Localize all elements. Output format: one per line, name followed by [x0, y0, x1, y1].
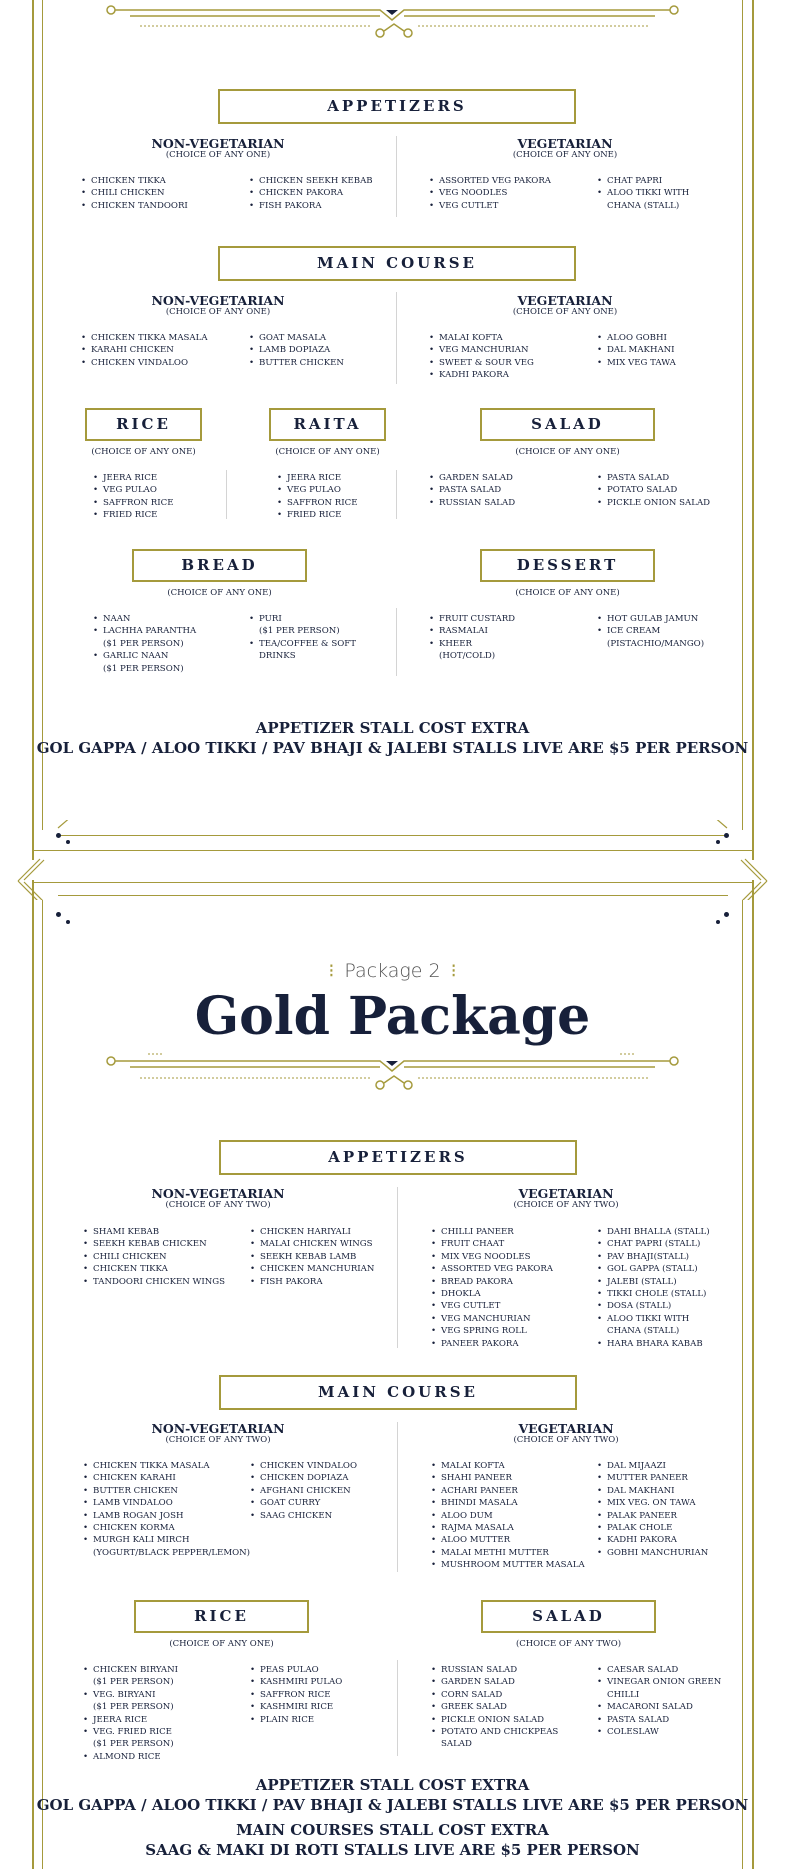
menu-item: • MALAI CHICKEN WINGS	[260, 1238, 410, 1250]
p2-kicker	[0, 960, 785, 982]
p2-main-veg-list-1	[430, 1460, 601, 1572]
menu-item: • ALMOND RICE	[93, 1751, 253, 1763]
menu-item: • PAV BHAJI(STALL)	[607, 1251, 747, 1263]
menu-item: • LAMB VINDALOO	[93, 1497, 263, 1509]
menu-item: • DAHI BHALLA (STALL)	[607, 1226, 747, 1238]
menu-item: • KADHI PAKORA	[607, 1534, 747, 1546]
menu-item: • MUTTER PANEER	[607, 1472, 747, 1484]
p1-app-veg-header: VEGETARIAN	[517, 136, 613, 151]
menu-item: • CHILI CHICKEN	[91, 187, 241, 199]
p2-rice-title: RICE	[134, 1600, 309, 1633]
p1-dessert-title: DESSERT	[480, 549, 655, 582]
menu-item: • DOSA (STALL)	[607, 1300, 747, 1312]
p1-raita-sub: (CHOICE OF ANY ONE)	[275, 447, 380, 457]
p2-main-nonveg-sub: (CHOICE OF ANY TWO)	[165, 1435, 271, 1445]
menu-item: • CHILLI PANEER	[441, 1226, 601, 1238]
p2-app-nonveg-sub: (CHOICE OF ANY TWO)	[165, 1200, 271, 1210]
menu-item: • VEG MANCHURIAN	[441, 1313, 601, 1325]
p2-app-nonveg-header: NON-VEGETARIAN	[151, 1186, 285, 1201]
menu-item: • GARDEN SALAD	[439, 472, 589, 484]
menu-item: • ASSORTED VEG PAKORA	[441, 1263, 601, 1275]
menu-item: • PANEER PAKORA	[441, 1338, 601, 1350]
menu-item: • JEERA RICE	[93, 1714, 253, 1726]
p1-dessert-list-1	[428, 613, 589, 663]
p2-main-veg-header: VEGETARIAN	[518, 1421, 614, 1436]
menu-item: • SAFFRON RICE	[287, 497, 407, 509]
p2-title-ornament	[100, 1050, 685, 1092]
p1-main-veg-list-2	[596, 332, 737, 369]
p1-salad-list-2	[596, 472, 747, 509]
menu-item: • PASTA SALAD	[607, 1714, 747, 1726]
menu-item: • KARAHI CHICKEN	[91, 344, 251, 356]
menu-item: • HARA BHARA KABAB	[607, 1338, 747, 1350]
p2-main-nonveg-list-1	[82, 1460, 263, 1559]
menu-item: • GOBHI MANCHURIAN	[607, 1547, 747, 1559]
menu-item: • ALOO TIKKI WITH CHANA (STALL)	[607, 1313, 747, 1338]
menu-item: • VEG PULAO	[103, 484, 223, 496]
menu-item: • FRUIT CUSTARD	[439, 613, 589, 625]
menu-item: • FRUIT CHAAT	[441, 1238, 601, 1250]
corner-dot	[724, 833, 729, 838]
menu-item: • PEAS PULAO	[260, 1664, 400, 1676]
menu-item: • GOAT CURRY	[260, 1497, 400, 1509]
p1-dessert-list-2	[596, 613, 747, 650]
corner-dot	[716, 840, 720, 844]
menu-item: • CORN SALAD	[441, 1689, 601, 1701]
p2-rice-sub: (CHOICE OF ANY ONE)	[169, 1639, 274, 1649]
p1-main-veg-list-1	[428, 332, 589, 382]
menu-item: • RASMALAI	[439, 625, 589, 637]
menu-item: • VEG. BIRYANI ($1 PER PERSON)	[93, 1689, 253, 1714]
menu-item: • SAFFRON RICE	[260, 1689, 400, 1701]
menu-item: • JALEBI (STALL)	[607, 1276, 747, 1288]
menu-item: • CHICKEN PAKORA	[259, 187, 409, 199]
menu-item: • ALOO GOBHI	[607, 332, 737, 344]
menu-item: • KASHMIRI RICE	[260, 1701, 400, 1713]
menu-item: • AFGHANI CHICKEN	[260, 1485, 400, 1497]
menu-item: • BUTTER CHICKEN	[93, 1485, 263, 1497]
menu-item: • DAL MAKHANI	[607, 1485, 747, 1497]
menu-item: • KHEER (HOT/COLD)	[439, 638, 589, 663]
p2-main-veg-sub: (CHOICE OF ANY TWO)	[513, 1435, 619, 1445]
menu-item: • SEEKH KEBAB LAMB	[260, 1251, 410, 1263]
menu-item: • PURI ($1 PER PERSON)	[259, 613, 399, 638]
menu-item: • CHICKEN TIKKA	[93, 1263, 253, 1275]
menu-item: • GARLIC NAAN ($1 PER PERSON)	[103, 650, 253, 675]
menu-item: • DHOKLA	[441, 1288, 601, 1300]
menu-item: • SWEET & SOUR VEG	[439, 357, 589, 369]
p1-dessert-sub: (CHOICE OF ANY ONE)	[515, 588, 620, 598]
p1-bread-title: BREAD	[132, 549, 307, 582]
menu-item: • FISH PAKORA	[259, 200, 409, 212]
menu-item: • CHAT PAPRI	[607, 175, 737, 187]
p2-rice-list-1	[82, 1664, 253, 1763]
menu-item: • CHICKEN BIRYANI ($1 PER PERSON)	[93, 1664, 253, 1689]
corner-dot	[56, 833, 61, 838]
p2-main-nonveg-list-2	[249, 1460, 400, 1522]
menu-item: • ICE CREAM (PISTACHIO/MANGO)	[607, 625, 747, 650]
p1-rice-list	[92, 472, 223, 522]
corner-dot	[724, 912, 729, 917]
menu-item: • JEERA RICE	[103, 472, 223, 484]
p1-app-nonveg-sub: (CHOICE OF ANY ONE)	[165, 150, 271, 160]
menu-item: • MURGH KALI MIRCH (YOGURT/BLACK PEPPER/LEMON)	[93, 1534, 263, 1559]
p2-salad-list-2	[596, 1664, 747, 1738]
menu-item: • CHICKEN SEEKH KEBAB	[259, 175, 409, 187]
menu-item: • GARDEN SALAD	[441, 1676, 601, 1688]
menu-item: • BHINDI MASALA	[441, 1497, 601, 1509]
p2-rice-list-2	[249, 1664, 400, 1726]
menu-item: • DAL MIJAAZI	[607, 1460, 747, 1472]
p2-app-veg-list-2	[596, 1226, 747, 1350]
menu-item: • CHICKEN TIKKA MASALA	[93, 1460, 263, 1472]
kicker-dots-right: ⁝	[450, 960, 457, 982]
menu-item: • VEG MANCHURIAN	[439, 344, 589, 356]
menu-item: • ASSORTED VEG PAKORA	[439, 175, 589, 187]
menu-item: • BREAD PAKORA	[441, 1276, 601, 1288]
corner-dot	[66, 840, 70, 844]
p1-salad-list-1	[428, 472, 589, 509]
menu-item: • RUSSIAN SALAD	[441, 1664, 601, 1676]
p1-app-veg-list-1	[428, 175, 589, 212]
p1-main-veg-header: VEGETARIAN	[517, 293, 613, 308]
p2-title: Gold Package	[194, 986, 591, 1047]
menu-item: • VEG NOODLES	[439, 187, 589, 199]
column-divider	[226, 470, 227, 519]
corner-dot	[66, 920, 70, 924]
menu-item: • GOL GAPPA (STALL)	[607, 1263, 747, 1275]
menu-item: • RAJMA MASALA	[441, 1522, 601, 1534]
p2-main-title: MAIN COURSE	[219, 1375, 577, 1410]
corner-dot	[56, 912, 61, 917]
menu-item: • MUSHROOM MUTTER MASALA	[441, 1559, 601, 1571]
p2-app-veg-sub: (CHOICE OF ANY TWO)	[513, 1200, 619, 1210]
menu-item: • ACHARI PANEER	[441, 1485, 601, 1497]
p1-rice-title: RICE	[85, 408, 202, 441]
menu-item: • GOAT MASALA	[259, 332, 409, 344]
menu-item: • CHICKEN VINDALOO	[260, 1460, 400, 1472]
p1-main-nonveg-sub: (CHOICE OF ANY ONE)	[165, 307, 271, 317]
menu-item: • PASTA SALAD	[607, 472, 747, 484]
p1-app-nonveg-list-2	[248, 175, 409, 212]
menu-item: • VEG. FRIED RICE ($1 PER PERSON)	[93, 1726, 253, 1751]
menu-item: • HOT GULAB JAMUN	[607, 613, 747, 625]
menu-item: • CHILI CHICKEN	[93, 1251, 253, 1263]
menu-item: • MALAI KOFTA	[441, 1460, 601, 1472]
menu-item: • TIKKI CHOLE (STALL)	[607, 1288, 747, 1300]
p1-raita-list	[276, 472, 407, 522]
menu-item: • CHICKEN KARAHI	[93, 1472, 263, 1484]
menu-item: • VINEGAR ONION GREEN CHILLI	[607, 1676, 747, 1701]
menu-item: • CAESAR SALAD	[607, 1664, 747, 1676]
menu-item: • LACHHA PARANTHA ($1 PER PERSON)	[103, 625, 253, 650]
menu-item: • PICKLE ONION SALAD	[441, 1714, 601, 1726]
p1-app-veg-sub: (CHOICE OF ANY ONE)	[512, 150, 618, 160]
menu-item: • VEG SPRING ROLL	[441, 1325, 601, 1337]
menu-item: • FISH PAKORA	[260, 1276, 410, 1288]
p1-salad-title: SALAD	[480, 408, 655, 441]
p2-footer-line-1: APPETIZER STALL COST EXTRA	[255, 1776, 530, 1794]
header-ornament	[100, 0, 685, 42]
menu-item: • FRIED RICE	[287, 509, 407, 521]
menu-item: • CHICKEN TANDOORI	[91, 200, 241, 212]
p1-bread-list-2	[248, 613, 399, 663]
menu-item: • CHICKEN DOPIAZA	[260, 1472, 400, 1484]
p1-bread-list-1	[92, 613, 253, 675]
p2-footer-line-3: MAIN COURSES STALL COST EXTRA	[236, 1821, 549, 1839]
menu-item: • RUSSIAN SALAD	[439, 497, 589, 509]
menu-item: • MIX VEG NOODLES	[441, 1251, 601, 1263]
menu-item: • TEA/COFFEE & SOFT DRINKS	[259, 638, 399, 663]
menu-item: • MACARONI SALAD	[607, 1701, 747, 1713]
p2-app-nonveg-list-2	[249, 1226, 410, 1288]
menu-item: • CHAT PAPRI (STALL)	[607, 1238, 747, 1250]
menu-item: • JEERA RICE	[287, 472, 407, 484]
menu-item: • CHICKEN HARIYALI	[260, 1226, 410, 1238]
p1-app-nonveg-list-1	[80, 175, 241, 212]
p1-footer-line-1: APPETIZER STALL COST EXTRA	[255, 719, 530, 737]
menu-item: • CHICKEN VINDALOO	[91, 357, 251, 369]
menu-item: • PASTA SALAD	[439, 484, 589, 496]
menu-item: • COLESLAW	[607, 1726, 747, 1738]
menu-item: • CHICKEN KORMA	[93, 1522, 263, 1534]
corner-dot	[716, 920, 720, 924]
menu-item: • SHAHI PANEER	[441, 1472, 601, 1484]
p2-footer-line-4: SAAG & MAKI DI ROTI STALLS LIVE ARE $5 PER PERSON	[145, 1841, 640, 1859]
p2-main-nonveg-header: NON-VEGETARIAN	[151, 1421, 285, 1436]
p2-kicker-text: Package 2	[344, 960, 441, 982]
p1-app-nonveg-header: NON-VEGETARIAN	[151, 136, 285, 151]
menu-item: • DAL MAKHANI	[607, 344, 737, 356]
menu-item: • VEG PULAO	[287, 484, 407, 496]
menu-item: • TANDOORI CHICKEN WINGS	[93, 1276, 253, 1288]
p1-raita-title: RAITA	[269, 408, 386, 441]
p2-main-veg-list-2	[596, 1460, 747, 1559]
menu-item: • BUTTER CHICKEN	[259, 357, 409, 369]
p1-main-nonveg-header: NON-VEGETARIAN	[151, 293, 285, 308]
menu-item: • VEG CUTLET	[441, 1300, 601, 1312]
menu-item: • ALOO MUTTER	[441, 1534, 601, 1546]
menu-item: • ALOO DUM	[441, 1510, 601, 1522]
menu-item: • ALOO TIKKI WITH CHANA (STALL)	[607, 187, 737, 212]
p1-main-nonveg-list-2	[248, 332, 409, 369]
menu-item: • GREEK SALAD	[441, 1701, 601, 1713]
menu-item: • SEEKH KEBAB CHICKEN	[93, 1238, 253, 1250]
menu-item: • MALAI KOFTA	[439, 332, 589, 344]
menu-item: • CHICKEN TIKKA MASALA	[91, 332, 251, 344]
menu-item: • CHICKEN MANCHURIAN	[260, 1263, 410, 1275]
p2-salad-title: SALAD	[481, 1600, 656, 1633]
menu-item: • SHAMI KEBAB	[93, 1226, 253, 1238]
p1-main-veg-sub: (CHOICE OF ANY ONE)	[512, 307, 618, 317]
menu-item: • LAMB ROGAN JOSH	[93, 1510, 263, 1522]
menu-item: • MIX VEG TAWA	[607, 357, 737, 369]
menu-item: • VEG CUTLET	[439, 200, 589, 212]
menu-item: • SAAG CHICKEN	[260, 1510, 400, 1522]
p2-appetizers-title: APPETIZERS	[219, 1140, 577, 1175]
p2-app-veg-header: VEGETARIAN	[518, 1186, 614, 1201]
menu-item: • PALAK PANEER	[607, 1510, 747, 1522]
menu-item: • FRIED RICE	[103, 509, 223, 521]
p1-salad-sub: (CHOICE OF ANY ONE)	[515, 447, 620, 457]
p2-app-nonveg-list-1	[82, 1226, 253, 1288]
p1-app-veg-list-2	[596, 175, 737, 212]
p1-main-nonveg-list-1	[80, 332, 251, 369]
p1-footer-line-2: GOL GAPPA / ALOO TIKKI / PAV BHAJI & JALEBI STALLS LIVE ARE $5 PER PERSON	[36, 739, 749, 757]
menu-item: • PICKLE ONION SALAD	[607, 497, 747, 509]
menu-item: • CHICKEN TIKKA	[91, 175, 241, 187]
menu-item: • LAMB DOPIAZA	[259, 344, 409, 356]
page-divider-ornament	[0, 820, 785, 900]
p2-salad-list-1	[430, 1664, 601, 1751]
menu-item: • KASHMIRI PULAO	[260, 1676, 400, 1688]
p2-app-veg-list-1	[430, 1226, 601, 1350]
p2-salad-sub: (CHOICE OF ANY TWO)	[515, 1639, 622, 1649]
menu-item: • KADHI PAKORA	[439, 369, 589, 381]
menu-item: • SAFFRON RICE	[103, 497, 223, 509]
p1-rice-sub: (CHOICE OF ANY ONE)	[91, 447, 196, 457]
menu-item: • MALAI METHI MUTTER	[441, 1547, 601, 1559]
p1-main-title: MAIN COURSE	[218, 246, 576, 281]
p2-footer-line-2: GOL GAPPA / ALOO TIKKI / PAV BHAJI & JALEBI STALLS LIVE ARE $5 PER PERSON	[36, 1796, 749, 1814]
menu-item: • PALAK CHOLE	[607, 1522, 747, 1534]
menu-item: • POTATO SALAD	[607, 484, 747, 496]
menu-item: • PLAIN RICE	[260, 1714, 400, 1726]
menu-item: • MIX VEG. ON TAWA	[607, 1497, 747, 1509]
p1-bread-sub: (CHOICE OF ANY ONE)	[167, 588, 272, 598]
p1-appetizers-title: APPETIZERS	[218, 89, 576, 124]
menu-item: • NAAN	[103, 613, 253, 625]
menu-item: • POTATO AND CHICKPEAS SALAD	[441, 1726, 601, 1751]
kicker-dots-left: ⁝	[328, 960, 335, 982]
